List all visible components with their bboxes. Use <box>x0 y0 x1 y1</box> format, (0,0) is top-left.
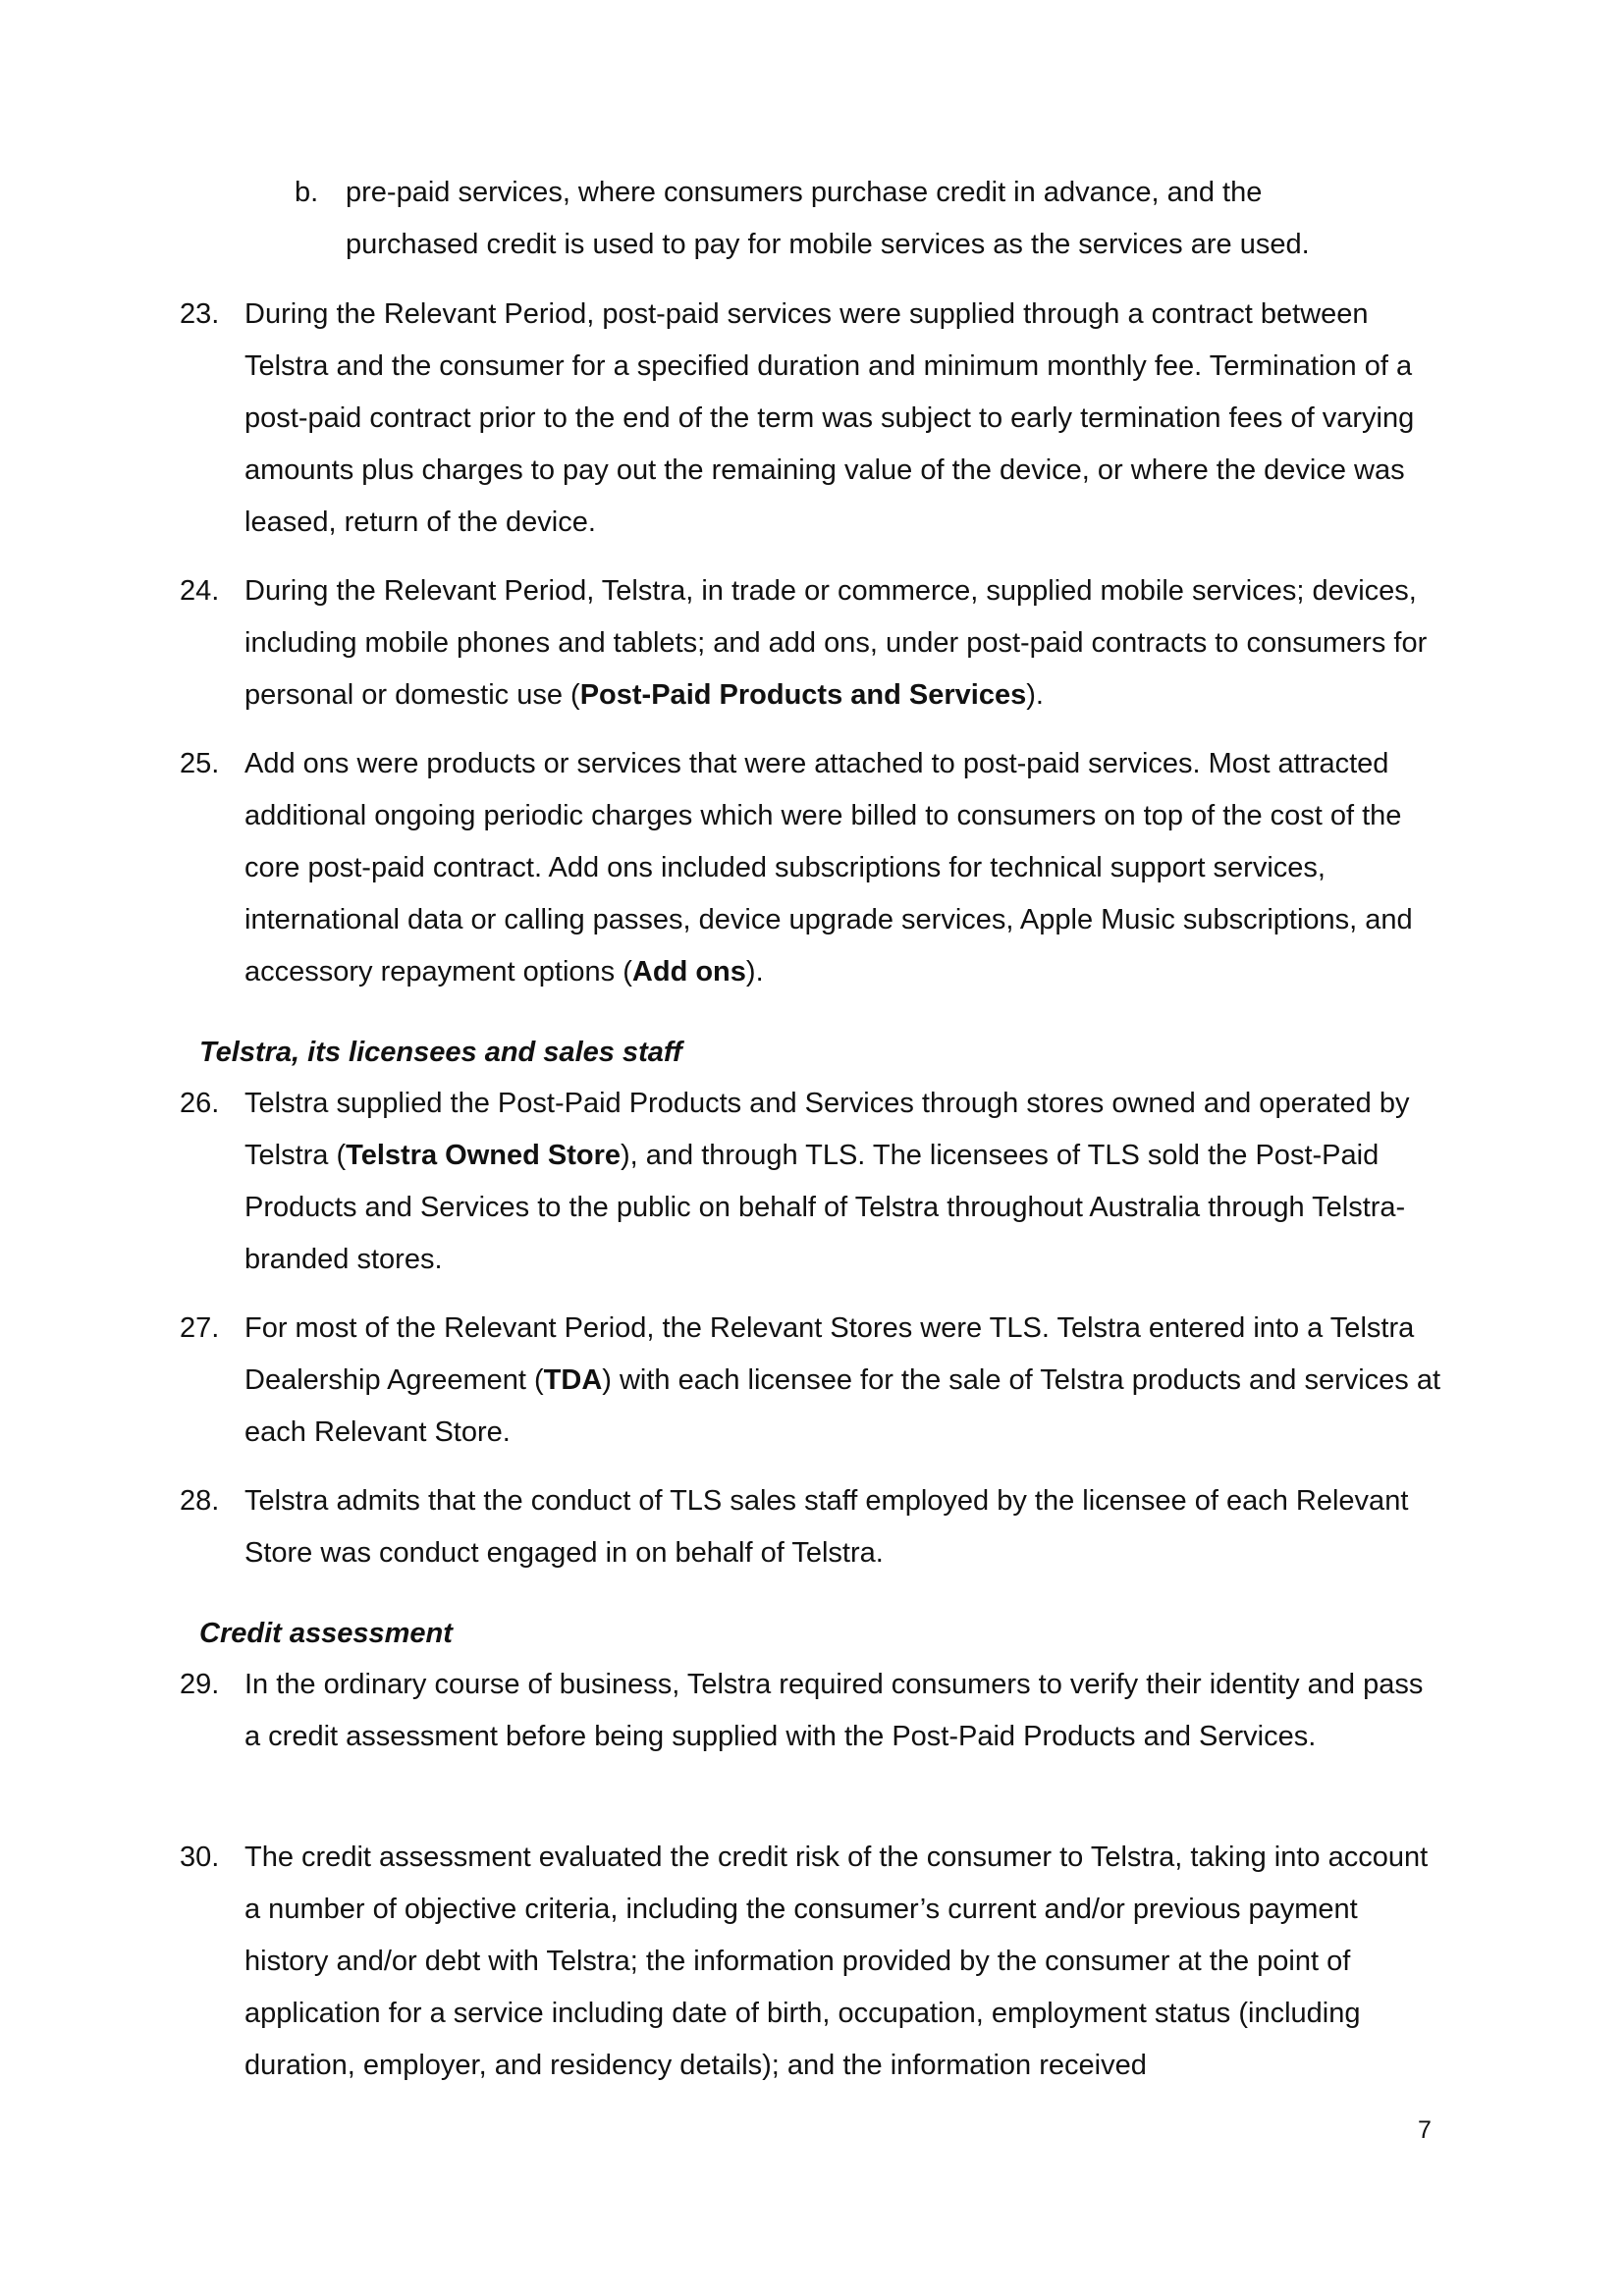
paragraph-text <box>244 1303 1446 1459</box>
paragraph-25 <box>180 738 1446 998</box>
text-run: The credit assessment evaluated the credit risk of the consumer to Telstra, taking into account a number of objective criteria, including the consumer’s current and/or previous payment history and/or debt with Telstra; the information provided by the consumer at the point of application for a service including date of birth, occupation, employment status (including duration, employer, and residency details); and the information received <box>244 1842 1429 2081</box>
sub-item-text <box>346 167 1394 271</box>
text-run: ). <box>745 956 764 988</box>
paragraph-number: 27. <box>180 1312 220 1344</box>
defined-term: Telstra Owned Store <box>346 1140 622 1171</box>
text-run: ), and through TLS. The licensees of TLS sold the Post-Paid Products and Services to the public on behalf of Telstra throughout Australia through Telstra-branded stores. <box>244 1140 1406 1275</box>
defined-term: TDA <box>543 1364 603 1396</box>
paragraph-number: 23. <box>180 298 220 330</box>
defined-term: Post-Paid Products and Services <box>579 679 1027 711</box>
text-run: ) with each licensee for the sale of Telstra products and services at each Relevant Store. <box>244 1364 1441 1448</box>
paragraph-text <box>244 1832 1446 2092</box>
section-heading-licensees: Telstra, its licensees and sales staff <box>199 1037 682 1068</box>
paragraph-number: 29. <box>180 1669 220 1700</box>
paragraph-text <box>244 565 1446 721</box>
paragraph-text <box>244 1475 1446 1579</box>
text-run: pre-paid services, where consumers purchase credit in advance, and the purchased credit is used to pay for mobile services as the services are used. <box>346 177 1310 260</box>
defined-term: Add ons <box>631 956 746 988</box>
paragraph-29 <box>180 1659 1446 1763</box>
paragraph-26 <box>180 1078 1446 1286</box>
page-number: 7 <box>1418 2116 1432 2144</box>
text-run: Telstra admits that the conduct of TLS sales staff employed by the licensee of each Relevant Store was conduct engaged in on behalf of Telstra. <box>244 1485 1409 1569</box>
text-run: ). <box>1026 679 1044 711</box>
paragraph-text <box>244 289 1446 549</box>
paragraph-text <box>244 1659 1446 1763</box>
paragraph-number: 24. <box>180 575 220 607</box>
paragraph-text <box>244 738 1446 998</box>
paragraph-text <box>244 1078 1446 1286</box>
section-heading-credit: Credit assessment <box>199 1618 453 1649</box>
text-run: For most of the Relevant Period, the Relevant Stores were TLS. Telstra entered into a Telstra Dealership Agreement ( <box>244 1312 1415 1396</box>
text-run: In the ordinary course of business, Telstra required consumers to verify their identity and pass a credit assessment before being supplied with the Post-Paid Products and Services. <box>244 1669 1424 1752</box>
paragraph-23 <box>180 289 1446 549</box>
paragraph-number: 30. <box>180 1842 220 1873</box>
sub-item-b <box>295 167 1394 271</box>
paragraph-28 <box>180 1475 1446 1579</box>
text-run: During the Relevant Period, Telstra, in trade or commerce, supplied mobile services; devices, including mobile phones and tablets; and add ons, under post-paid contracts to consumers for personal or domestic use ( <box>244 575 1428 711</box>
text-run: Add ons were products or services that were attached to post-paid services. Most attracted additional ongoing periodic charges which were billed to consumers on top of the cost of the core post-paid contract. Add ons included subscriptions for technical support services, international data or calling passes, device upgrade services, Apple Music subscriptions, and accessory repayment options ( <box>244 748 1413 988</box>
paragraph-24 <box>180 565 1446 721</box>
paragraph-number: 26. <box>180 1088 220 1119</box>
paragraph-number: 25. <box>180 748 220 779</box>
paragraph-27 <box>180 1303 1446 1459</box>
text-run: During the Relevant Period, post-paid services were supplied through a contract between Telstra and the consumer for a specified duration and minimum monthly fee. Termination of a post-paid contract prior to the end of the term was subject to early termination fees of varying amounts plus charges to pay out the remaining value of the device, or where the device was leased, return of the device. <box>244 298 1415 538</box>
text-run: Telstra supplied the Post-Paid Products and Services through stores owned and operated by Telstra ( <box>244 1088 1410 1171</box>
paragraph-number: 28. <box>180 1485 220 1517</box>
paragraph-30 <box>180 1832 1446 2092</box>
sub-item-number: b. <box>295 177 319 208</box>
